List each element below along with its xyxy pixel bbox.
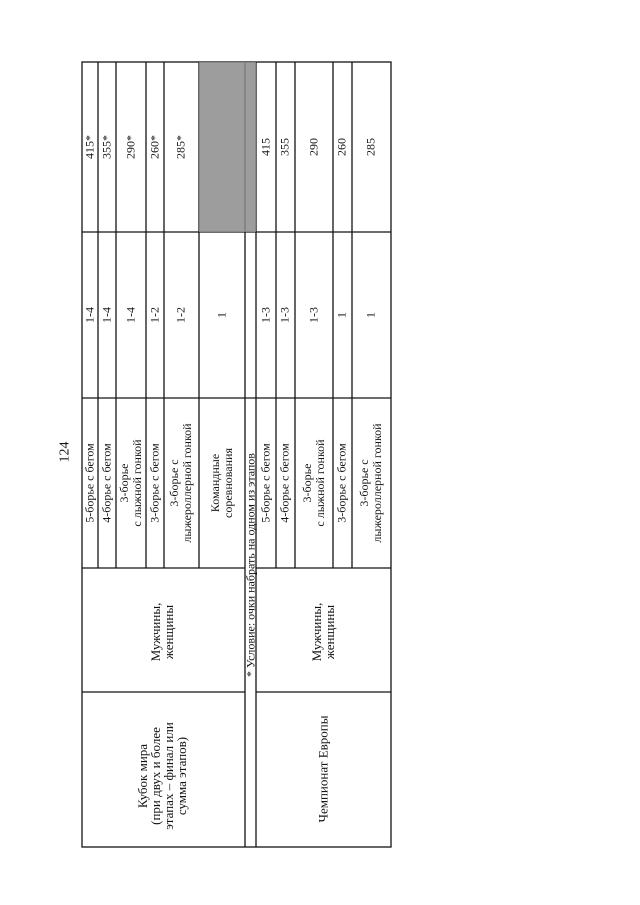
points-cell: 260*: [147, 135, 162, 159]
points-cell: 290: [306, 138, 321, 156]
points-cell: 285*: [173, 135, 188, 159]
places-cell: 1: [363, 312, 378, 318]
places-cell: 1-3: [258, 307, 273, 323]
competition-world-cup: Кубок мира (при двух и более этапах – финал или сумма этапов): [135, 722, 189, 830]
discipline-cell: 3-борье с бегом: [334, 443, 349, 523]
places-cell: 1-4: [99, 307, 114, 323]
points-cell: 285: [363, 138, 378, 156]
footnote: * Условие: очки набрать на одном из этапов: [243, 453, 258, 677]
places-cell: 1-3: [306, 307, 321, 323]
places-cell: 1: [214, 312, 229, 318]
points-cell: 415*: [82, 135, 97, 159]
discipline-cell: 3-борье с лыжероллерной гонкой: [357, 423, 384, 543]
discipline-cell: Командные соревнования: [208, 448, 235, 518]
competition-european-championship: Чемпионат Европы: [315, 715, 331, 823]
participants-world-cup: Мужчины, женщины: [148, 602, 176, 662]
discipline-cell: 4-борье с бегом: [99, 443, 114, 523]
points-cell: 355: [277, 138, 292, 156]
discipline-cell: 3-борье с лыжной гонкой: [300, 439, 327, 527]
discipline-cell: 3-борье с бегом: [147, 443, 162, 523]
discipline-cell: 3-борье с лыжероллерной гонкой: [167, 423, 194, 543]
places-cell: 1-4: [82, 307, 97, 323]
discipline-cell: 4-борье с бегом: [277, 443, 292, 523]
points-cell: 290*: [123, 135, 138, 159]
points-cell: 355*: [99, 135, 114, 159]
places-cell: 1-2: [147, 307, 162, 323]
places-cell: 1-2: [173, 307, 188, 323]
discipline-cell: 5-борье с бегом: [258, 443, 273, 523]
page-number: 124: [57, 441, 73, 463]
participants-european-championship: Мужчины, женщины: [309, 602, 337, 662]
places-cell: 1-4: [123, 307, 138, 323]
points-cell: 260: [334, 138, 349, 156]
places-cell: 1-3: [277, 307, 292, 323]
discipline-cell: 3-борье с лыжной гонкой: [117, 439, 144, 527]
shaded-cell: [199, 62, 256, 232]
places-cell: 1: [334, 312, 349, 318]
discipline-cell: 5-борье с бегом: [82, 443, 97, 523]
points-cell: 415: [258, 138, 273, 156]
